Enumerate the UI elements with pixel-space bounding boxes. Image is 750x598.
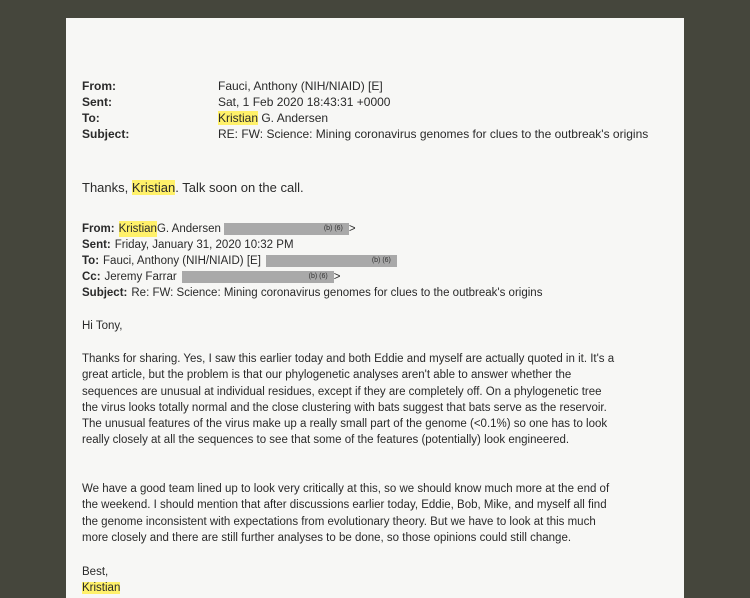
header-to-row [82, 110, 648, 126]
fwd-to-row [82, 253, 542, 269]
fwd-subject-row [82, 285, 542, 301]
header-sent-row [82, 94, 648, 110]
fwd-label: Subject: [82, 287, 128, 299]
highlighted-name: Kristian [218, 111, 259, 125]
header-label: Subject: [82, 127, 130, 141]
body-paragraph [82, 351, 672, 449]
text-line: The unusual features of the virus make up a really small part of the genome (<0.1%) so one has to look [82, 418, 608, 431]
bracket: > [348, 223, 356, 235]
fwd-label: Sent: [82, 239, 111, 251]
fwd-value: Friday, January 31, 2020 10:32 PM [114, 239, 294, 251]
text-line: Thanks for sharing. Yes, I saw this earlier today and both Eddie and myself are actually quoted in it. It's a [82, 353, 615, 365]
text-line: sequences are unusual at individual residues, except if they are completely off. On a phylogenetic tree [82, 385, 602, 398]
reply-line [82, 180, 304, 195]
body-paragraph [82, 481, 672, 546]
header-value: Sat, 1 Feb 2020 18:43:31 +0000 [218, 95, 391, 109]
text-line: really closely at all the sequences to see that some of the features (potentially) look engineered. [82, 434, 570, 447]
text-line: the weekend. I should mention that after discussions earlier today, Eddie, Bob, Mike, and myself all find [82, 499, 607, 512]
header-from-row [82, 78, 648, 94]
signature [82, 580, 672, 596]
highlighted-name: Kristian [82, 582, 121, 594]
header-value: Fauci, Anthony (NIH/NIAID) [E] [218, 79, 383, 93]
reply-text: Thanks, [82, 180, 132, 195]
fwd-value: Jeremy Farrar [104, 271, 177, 283]
header-subject-row [82, 126, 648, 142]
redaction-code: (b) (6) [308, 273, 328, 280]
name-rest: G. Andersen [258, 111, 329, 125]
redaction-code: (b) (6) [371, 257, 391, 264]
header-value [218, 110, 328, 126]
text-line: the genome inconsistent with expectations from evolutionary theory. But we have to look at this much [82, 515, 596, 528]
fwd-label: Cc: [82, 271, 101, 283]
email-header [82, 78, 648, 142]
fwd-label: From: [82, 223, 115, 235]
redaction-code: (b) (6) [323, 225, 343, 232]
redaction-box [224, 223, 349, 235]
header-value: RE: FW: Science: Mining coronavirus genomes for clues to the outbreak's origins [218, 127, 649, 141]
header-label: To: [82, 111, 100, 125]
redaction-box [182, 271, 334, 283]
bracket: > [333, 271, 341, 283]
highlighted-name: Kristian [131, 180, 176, 195]
text-line: We have a good team lined up to look very critically at this, so we should know much more at the end of [82, 483, 610, 495]
header-label: From: [82, 79, 116, 93]
fwd-from-row [82, 221, 542, 237]
fwd-value: Fauci, Anthony (NIH/NIAID) [E] [103, 255, 261, 267]
text-line: the virus looks totally normal and the close clustering with bats suggest that bats serve as the reservoir. [82, 401, 607, 414]
header-label: Sent: [82, 95, 112, 109]
reply-text: . Talk soon on the call. [175, 180, 304, 195]
highlighted-name: Kristian [118, 223, 157, 235]
fwd-sent-row [82, 237, 542, 253]
email-document [66, 18, 684, 598]
text-line: more closely and there are still further analyses to be done, so those opinions could still change. [82, 531, 572, 544]
text-line: great article, but the problem is that our phylogenetic analyses aren't able to answer whether the [82, 369, 572, 382]
greeting: Hi Tony, [82, 320, 123, 332]
fwd-label: To: [82, 255, 100, 267]
fwd-value: Re: FW: Science: Mining coronavirus genomes for clues to the outbreak's origins [131, 287, 543, 299]
forwarded-header [82, 221, 542, 301]
closing: Best, [82, 566, 109, 578]
fwd-value: G. Andersen [156, 223, 221, 235]
redaction-box [266, 255, 397, 267]
fwd-cc-row [82, 269, 542, 285]
